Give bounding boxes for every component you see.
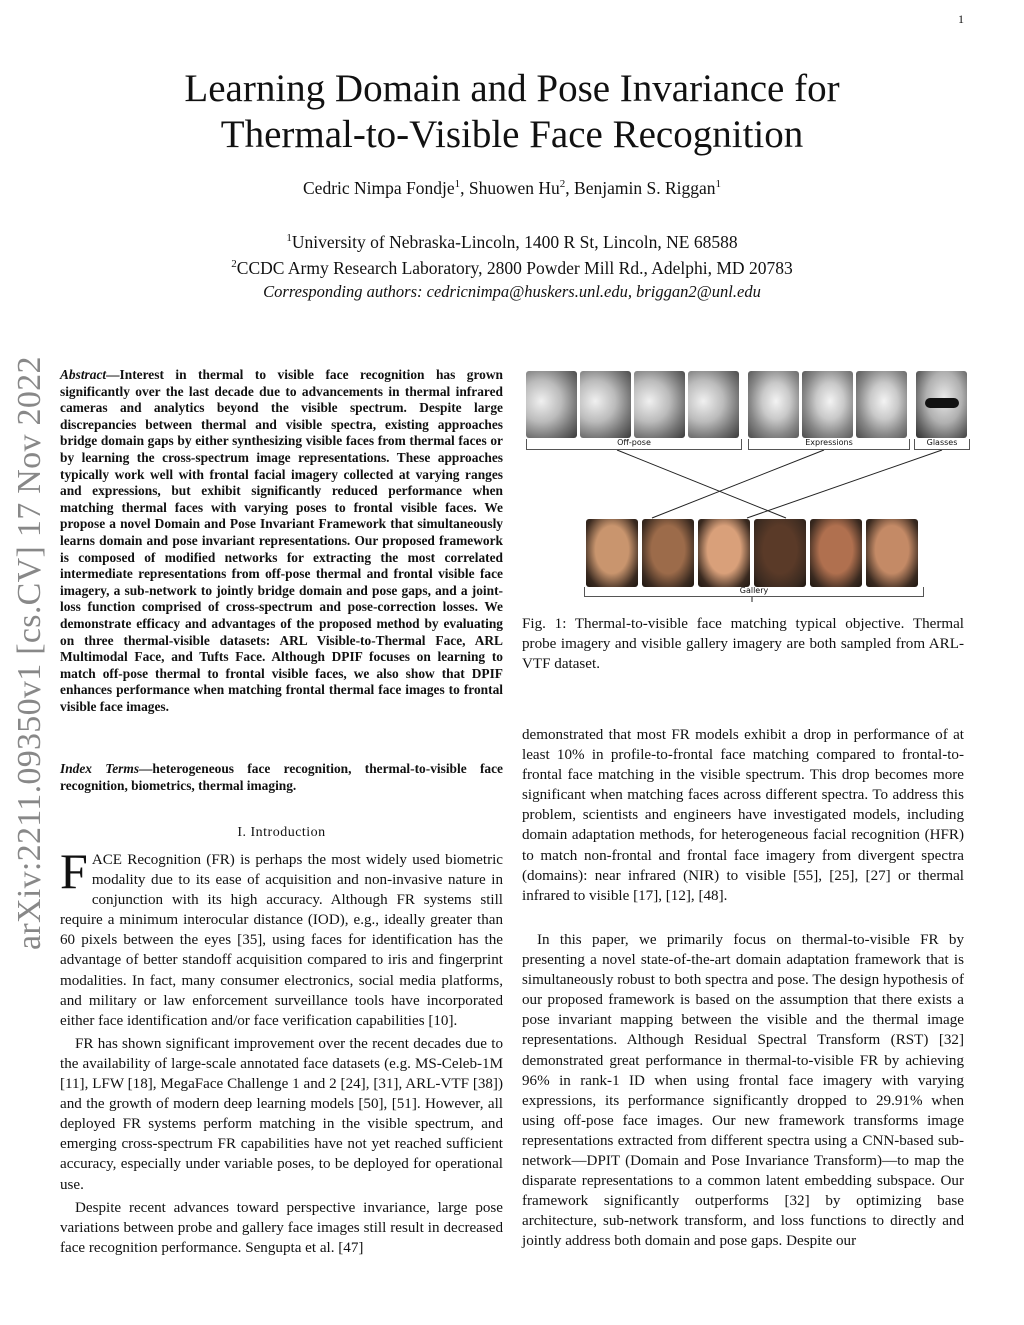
thermal-glasses-image [916, 371, 967, 438]
author-1-sup: 1 [454, 178, 461, 191]
glasses-label: Glasses [914, 439, 970, 450]
arxiv-stamp: arXiv:2211.09350v1 [cs.CV] 17 Nov 2022 [11, 356, 48, 950]
affiliation-2-sup: 2 [231, 257, 237, 270]
figure-1 [524, 368, 970, 608]
intro-p1-text: ACE Recognition (FR) is perhaps the most widely used biometric modality due to its ease of acquisition and non-invasive nature in conjunction with its high accuracy. Although FR systems still require a minimum interocular distance (IOD), e.g., ideally greater than 60 pixels between the eyes [35], using faces for identification has the advantage of better standoff acquisition compared to iris and fingerprint modalities. In fact, many consumer electronics, social media platforms, and military or law enforcement surveillance tools have incorporated either face identification and/or face verification capabilities [10]. [60, 852, 503, 1029]
thermal-expression-image-3 [856, 371, 907, 438]
page-number: 1 [958, 12, 964, 26]
author-1: Cedric Nimpa Fondje [303, 178, 455, 198]
thermal-offpose-image-1 [526, 371, 577, 438]
index-terms-lead: Index Terms [60, 761, 140, 776]
index-terms-text: —heterogeneous face recognition, thermal-to-visible face recognition, biometrics, thermal imaging. [60, 761, 503, 793]
author-2: Shuowen Hu [468, 178, 560, 198]
section-heading: I. Introduction [237, 825, 326, 840]
right-paragraph-2: In this paper, we primarily focus on thermal-to-visible FR by presenting a novel state-of-the-art domain adaptation framework that is simultaneously robust to both spectra and pose. The design hypothesis of our proposed framework is based on the assumption that there exists a pose invariant mapping between the visible and the thermal image representations. Although Residual Spectral Transform (RST) [32] demonstrated great performance in thermal-to-visible FR by achieving 96% in rank-1 ID when using frontal face imagery with varying expressions, its performance significantly dropped to 29.91% when using off-pose face images. Our new framework transforms image representations extracted from different spectra using a CNN-based sub-network—DPIT (Domain and Pose Invariance Transform)—to map the disparate representations to a common latent embedding subspace. Our framework significantly outperforms [32] by optimizing base architecture, sub-network transform, and loss functions to directly and jointly address both domain and pose gaps. Despite our [522, 932, 964, 1250]
gallery-label: Gallery [584, 587, 924, 597]
thermal-offpose-image-2 [580, 371, 631, 438]
thermal-offpose-image-3 [634, 371, 685, 438]
gallery-face-3 [698, 519, 750, 587]
abstract [60, 367, 503, 715]
intro-paragraph-3: Despite recent advances toward perspective invariance, large pose variations between probe and gallery face images still result in decreased face recognition performance. Sengupta et al. [47] [60, 1199, 503, 1256]
thermal-expression-image-1 [748, 371, 799, 438]
gallery-face-2 [642, 519, 694, 587]
right-paragraph-1: demonstrated that most FR models exhibit a drop in performance of at least 10% in profile-to-frontal face matching compared to frontal-to-frontal face matching in the visible spectrum. This drop becomes more significant when matching faces across different spectra. To address this problem, scientists and engineers have investigated models, including domain adaptation methods, for heterogeneous facial recognition (HFR) to match non-frontal and frontal face imagery from divergent spectra (domains): near infrared (NIR) to visible [55], [25], [27] or thermal infrared to visible [17], [12], [48]. [522, 727, 964, 904]
affiliation-1: University of Nebraska-Lincoln, 1400 R St, Lincoln, NE 68588 [291, 231, 738, 252]
author-2-sup: 2 [559, 178, 566, 191]
author-list: Cedric Nimpa Fondje$^1$, Shuowen Hu$^2$, Benjamin S. Riggan$^1$ [303, 178, 721, 198]
author-3: Benjamin S. Riggan [574, 178, 716, 198]
gallery-face-1 [586, 519, 638, 587]
glasses-shape [925, 398, 959, 408]
paper-title [0, 66, 1024, 158]
affiliation-2: CCDC Army Research Laboratory, 2800 Powder Mill Rd., Adelphi, MD 20783 [236, 257, 793, 278]
thermal-offpose-image-4 [688, 371, 739, 438]
offpose-label: Off-pose [526, 439, 742, 450]
affiliations [0, 227, 1024, 279]
corresponding-authors: Corresponding authors: cedricnimpa@huskers.unl.edu, briggan2@unl.edu [263, 282, 761, 301]
drop-cap: F [60, 843, 88, 899]
title-line-1: Learning Domain and Pose Invariance for [184, 67, 840, 110]
thermal-expression-image-2 [802, 371, 853, 438]
title-line-2: Thermal-to-Visible Face Recognition [220, 113, 804, 156]
abstract-lead: Abstract [60, 367, 107, 382]
author-3-sup: 1 [715, 178, 721, 191]
index-terms [60, 761, 503, 794]
intro-paragraph-1 [60, 843, 503, 1031]
affiliation-1-sup: 1 [286, 232, 292, 244]
expressions-label: Expressions [748, 439, 910, 450]
gallery-face-4 [754, 519, 806, 587]
figure-caption: Fig. 1: Thermal-to-visible face matching typical objective. Thermal probe imagery and visible gallery imagery are both sampled from ARL-VTF dataset. [522, 616, 964, 673]
abstract-text: —Interest in thermal to visible face recognition has grown significantly over the last decade due to advancements in thermal infrared cameras and analytics beyond the visible spectrum. Despite large discrepancies between thermal and visible spectra, existing approaches bridge domain gaps by either synthesizing visible faces from thermal faces or by learning the cross-spectrum image representations. These approaches typically work well with frontal facial imagery collected at varying ranges and expressions, but exhibit significantly reduced performance when matching thermal faces with varying poses to frontal visible faces. We propose a novel Domain and Pose Invariant Framework that simultaneously learns domain and pose invariant representations. Our proposed framework is composed of modified networks for extracting the most correlated intermediate representations from off-pose thermal and frontal visible face imagery, a sub-network to jointly bridge domain and pose gaps, and a joint-loss function comprised of cross-spectrum and pose-correction losses. We demonstrate efficacy and advantages of the proposed method by evaluating on three thermal-visible datasets: ARL Visible-to-Thermal Face, ARL Multimodal Face, and Tufts Face. Although DPIF focuses on learning to match off-pose thermal to frontal visible faces, we also show that DPIF enhances performance when matching frontal thermal face images to frontal visible face images. [60, 367, 503, 714]
gallery-face-5 [810, 519, 862, 587]
gallery-face-6 [866, 519, 918, 587]
intro-body [60, 843, 503, 1258]
intro-paragraph-2: FR has shown significant improvement over the recent decades due to the availability of large-scale annotated face datasets (e.g. MS-Celeb-1M [11], LFW [18], MegaFace Challenge 1 and 2 [24], [31], ARL-VTF [38]) and the growth of modern deep learning models [50], [51]. However, all deployed FR systems perform matching in the visible spectrum, and emerging cross-spectrum FR capabilities have not yet reached sufficient accuracy, especially under variable poses, to be deployed for operational use. [60, 1035, 503, 1193]
